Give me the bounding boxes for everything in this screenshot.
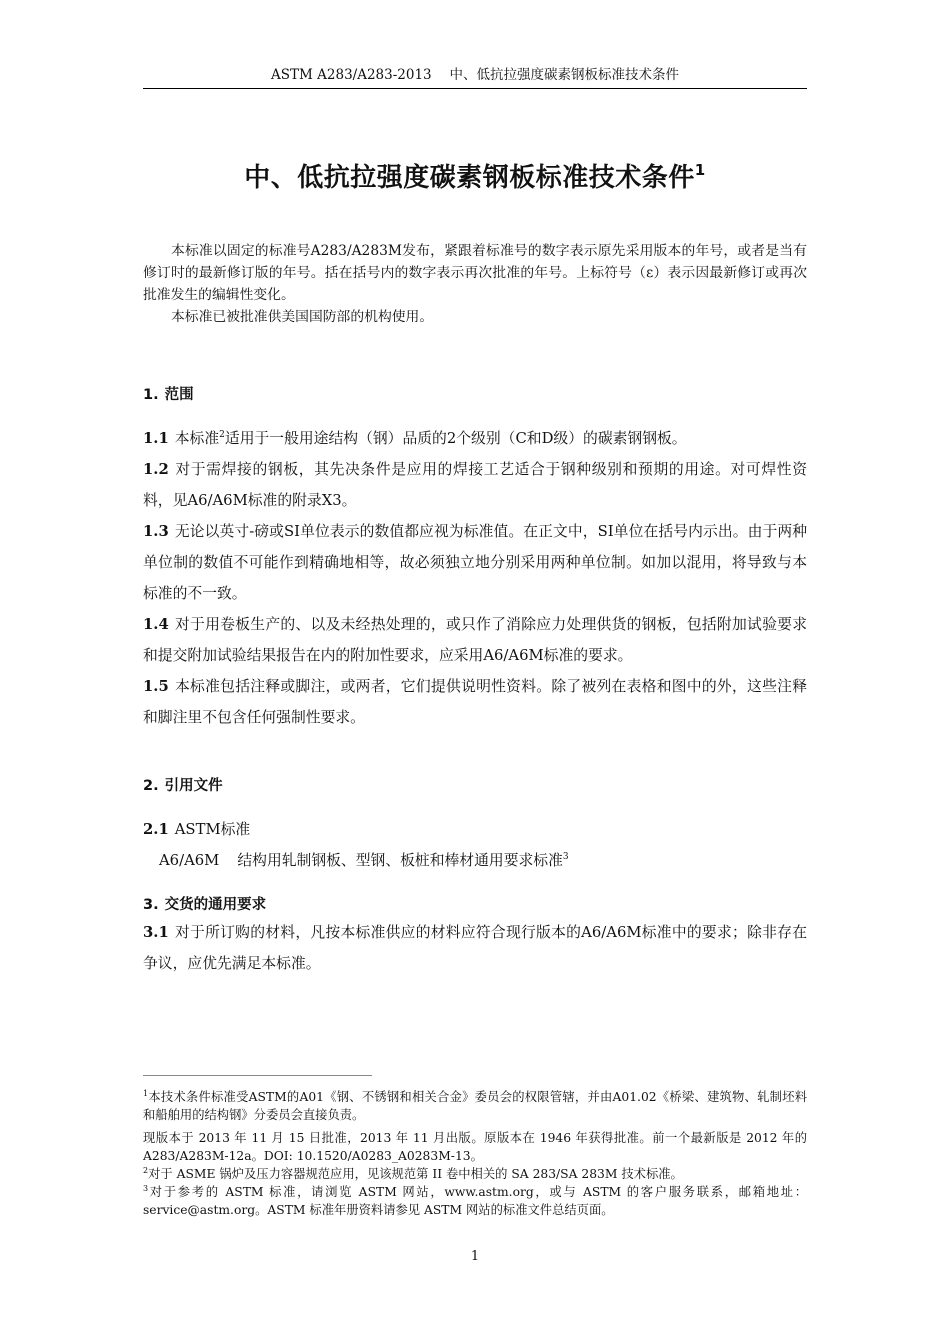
reference-title: 结构用轧制钢板、型钢、板桩和棒材通用要求标准 [237,852,563,869]
intro-block [143,240,807,328]
referenced-standard [143,845,807,876]
clause [143,917,807,979]
footnotes [143,1088,807,1219]
running-header: ASTM A283/A283-2013 中、低抗拉强度碳素钢板标准技术条件 [271,67,679,83]
clause [143,454,807,516]
clause-text: 适用于一般用途结构（钢）品质的2个级别（C和D级）的碳素钢钢板。 [224,430,687,447]
clause [143,423,807,454]
section-heading [143,893,807,917]
footnote [143,1183,807,1219]
clause-number: 1.5 [143,678,169,695]
footnote-mark: 2 [143,1166,149,1175]
page-number: 1 [470,1249,480,1264]
footnote-text: 现版本于 2013 年 11 月 15 日批准，2013 年 11 月出版。原版本在 1946 年获得批准。前一个最新版是 2012 年的 A283/A283M-12a。DOI: 10.1520/A0283_A0283M-13。 [143,1131,807,1163]
title-footnote-mark: 1 [694,161,706,179]
title-text: 中、低抗拉强度碳素钢板标准技术条件 [244,163,695,193]
clause-number: 1.2 [143,461,169,478]
reference-code: A6/A6M [159,852,220,869]
clause-number: 2.1 [143,821,169,838]
footnote-text: 对于 ASME 锅炉及压力容器规范应用，见该规范第 II 卷中相关的 SA 283/SA 283M 技术标准。 [148,1167,683,1181]
section-heading [143,383,807,407]
clause-text: 对于用卷板生产的、以及未经热处理的，或只作了消除应力处理供货的钢板，包括附加试验要求和提交附加试验结果报告在内的附加性要求，应采用A6/A6M标准的要求。 [143,616,807,664]
header-rule [143,88,807,89]
section-title: 范围 [164,387,194,403]
clause-number: 1.4 [143,616,169,633]
footnote-separator [143,1075,372,1076]
clause-number: 1.3 [143,523,169,540]
clause-number: 1.1 [143,430,169,447]
clause-text: 对于需焊接的钢板，其先决条件是应用的焊接工艺适合于钢种级别和预期的用途。对可焊性资料，见A6/A6M标准的附录X3。 [143,461,807,509]
clause-text: 本标准 [174,430,220,447]
footnote-ref: 3 [562,852,569,862]
document-title [143,160,807,196]
clause-text: 对于所订购的材料，凡按本标准供应的材料应符合现行版本的A6/A6M标准中的要求；除非存在争议，应优先满足本标准。 [143,924,807,972]
spacer [143,733,807,774]
clause [143,516,807,609]
clause-text: 无论以英寸-磅或SI单位表示的数值都应视为标准值。在正文中，SI单位在括号内示出。由于两种单位制的数值不可能作到精确地相等，故必须独立地分别采用两种单位制。如加以混用，将导致与本标准的不一致。 [143,523,807,602]
spacer [143,798,807,814]
footnote [143,1129,807,1165]
footnote-mark: 3 [143,1184,149,1193]
section-title: 引用文件 [164,778,223,794]
footnote [143,1165,807,1183]
section-heading [143,774,807,798]
clause-number: 3.1 [143,924,169,941]
clause [143,814,807,845]
section-number: 1. [143,387,159,403]
section-number: 2. [143,778,159,794]
section-title: 交货的通用要求 [164,897,267,913]
clause-text: 本标准包括注释或脚注，或两者，它们提供说明性资料。除了被列在表格和图中的外，这些注释和脚注里不包含任何强制性要求。 [143,678,807,726]
main-body [143,383,807,979]
spacer [143,407,807,423]
intro-paragraph: 本标准已被批准供美国国防部的机构使用。 [171,309,434,325]
section-number: 3. [143,897,159,913]
footnote-mark: 1 [143,1089,149,1098]
clause [143,609,807,671]
clause [143,671,807,733]
footnote-text: 本技术条件标准受ASTM的A01《钢、不锈钢和相关合金》委员会的权限管辖，并由A01.02《桥梁、建筑物、轧制坯料和船舶用的结构钢》分委员会直接负责。 [143,1090,807,1122]
intro-paragraph: 本标准以固定的标准号A283/A283M发布，紧跟着标准号的数字表示原先采用版本的年号，或者是当有修订时的最新修订版的年号。括在括号内的数字表示再次批准的年号。上标符号（ε）表示因最新修订或再次批准发生的编辑性变化。 [143,243,807,303]
spacer [143,876,807,893]
footnote [143,1088,807,1124]
clause-text: ASTM标准 [174,821,251,838]
footnote-text: 对于参考的 ASTM 标准，请浏览 ASTM 网站，www.astm.org，或与 ASTM 的客户服务联系，邮箱地址：service@astm.org。ASTM 标准年册资料请参见 ASTM 网站的标准文件总结页面。 [143,1185,807,1217]
footnote-ref: 2 [219,430,225,440]
